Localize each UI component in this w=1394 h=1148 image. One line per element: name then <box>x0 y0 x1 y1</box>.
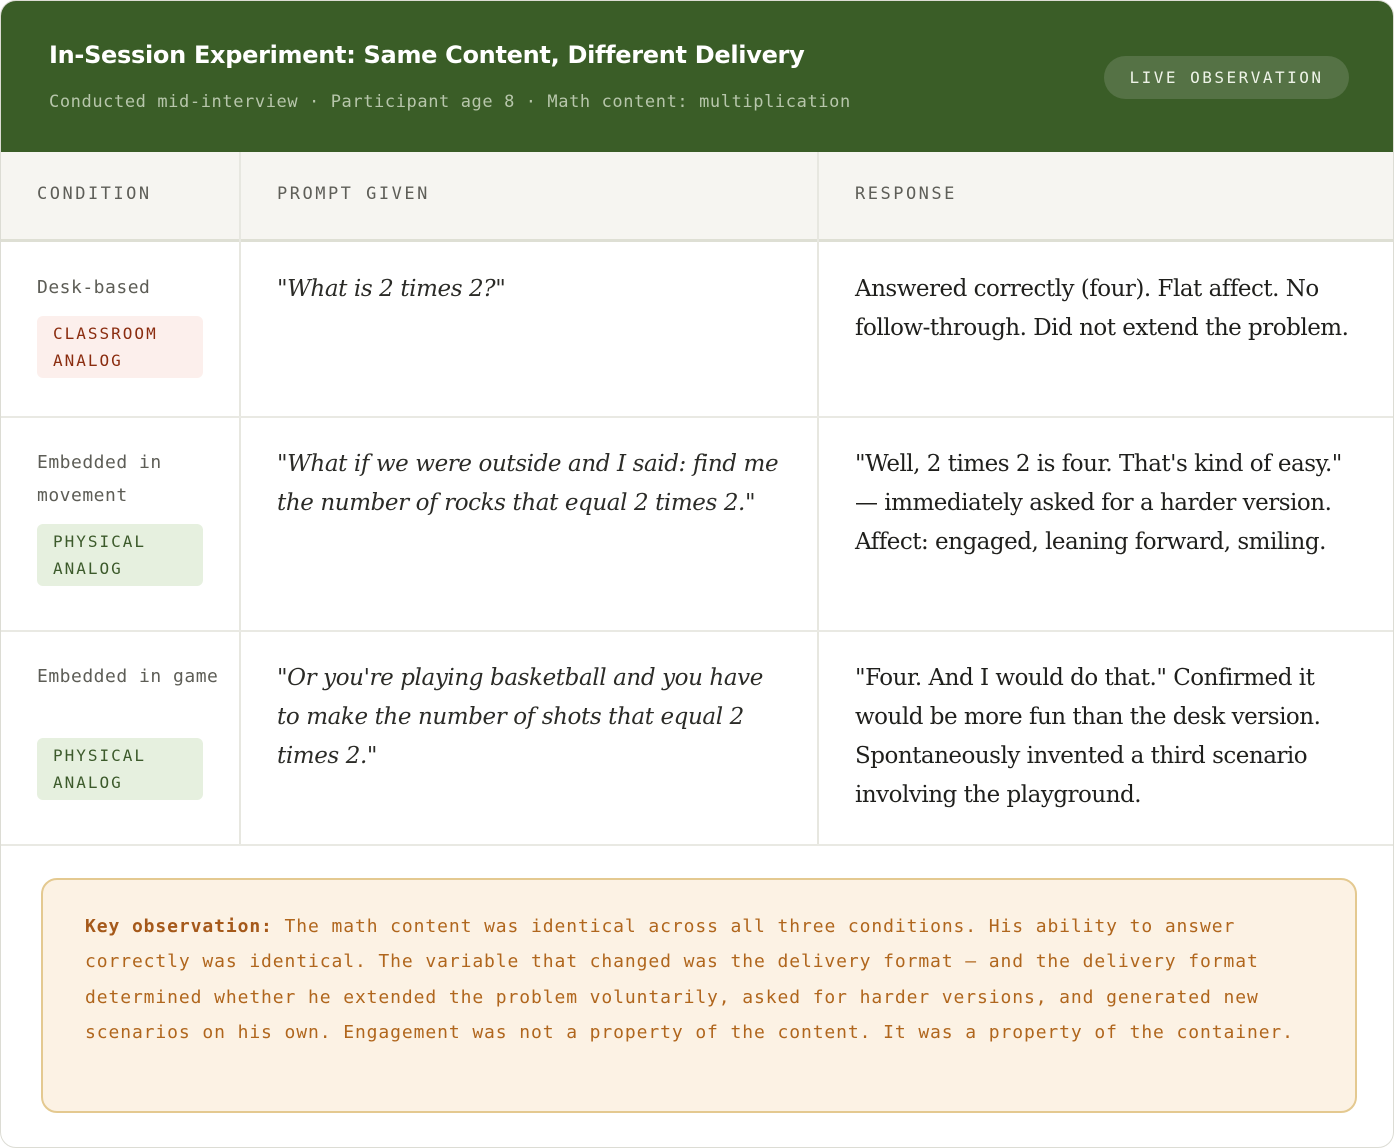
column-header-condition: CONDITION <box>37 184 152 204</box>
condition-tag: PHYSICAL ANALOG <box>37 738 203 800</box>
condition-tag: CLASSROOM ANALOG <box>37 316 203 378</box>
page-subtitle: Conducted mid-interview · Participant age 8 · Math content: multiplication <box>49 92 851 112</box>
key-observation-label: Key observation: <box>85 916 273 937</box>
condition-label: Desk-based <box>37 277 151 298</box>
column-divider <box>817 152 819 844</box>
table-header <box>1 152 1393 242</box>
prompt-text: "What if we were outside and I said: find me the number of rocks that equal 2 times 2." <box>277 451 779 516</box>
response-text: "Four. And I would do that." Confirmed it would be more fun than the desk version. Spontaneously invented a third scenario involving the playground. <box>855 665 1321 808</box>
key-observation-text: The math content was identical across all three conditions. His ability to answer correctly was identical. The variable that changed was the delivery format — and the delivery format determined whether he extended the problem voluntarily, asked for harder versions, and generated new scenarios on his own. Engagement was not a property of the content. It was a property of the container. <box>85 916 1294 1043</box>
column-header-prompt: PROMPT GIVEN <box>277 184 430 204</box>
key-observation-callout <box>41 878 1357 1113</box>
column-divider <box>239 152 241 844</box>
live-observation-badge: LIVE OBSERVATION <box>1104 56 1349 99</box>
condition-tag: PHYSICAL ANALOG <box>37 524 203 586</box>
card-header <box>1 1 1393 152</box>
prompt-text: "Or you're playing basketball and you have to make the number of shots that equal 2 times 2." <box>277 665 763 769</box>
prompt-text: "What is 2 times 2?" <box>277 276 506 302</box>
condition-label: Embedded in movement <box>37 452 162 506</box>
column-header-response: RESPONSE <box>855 184 957 204</box>
row-divider <box>1 416 1393 418</box>
response-text: "Well, 2 times 2 is four. That's kind of easy." — immediately asked for a harder version. Affect: engaged, leaning forward, smiling. <box>855 451 1342 555</box>
response-text: Answered correctly (four). Flat affect. No follow-through. Did not extend the problem. <box>855 276 1349 341</box>
row-divider <box>1 844 1393 846</box>
condition-label: Embedded in game <box>37 666 219 687</box>
row-divider <box>1 630 1393 632</box>
page-title: In-Session Experiment: Same Content, Different Delivery <box>49 41 805 69</box>
